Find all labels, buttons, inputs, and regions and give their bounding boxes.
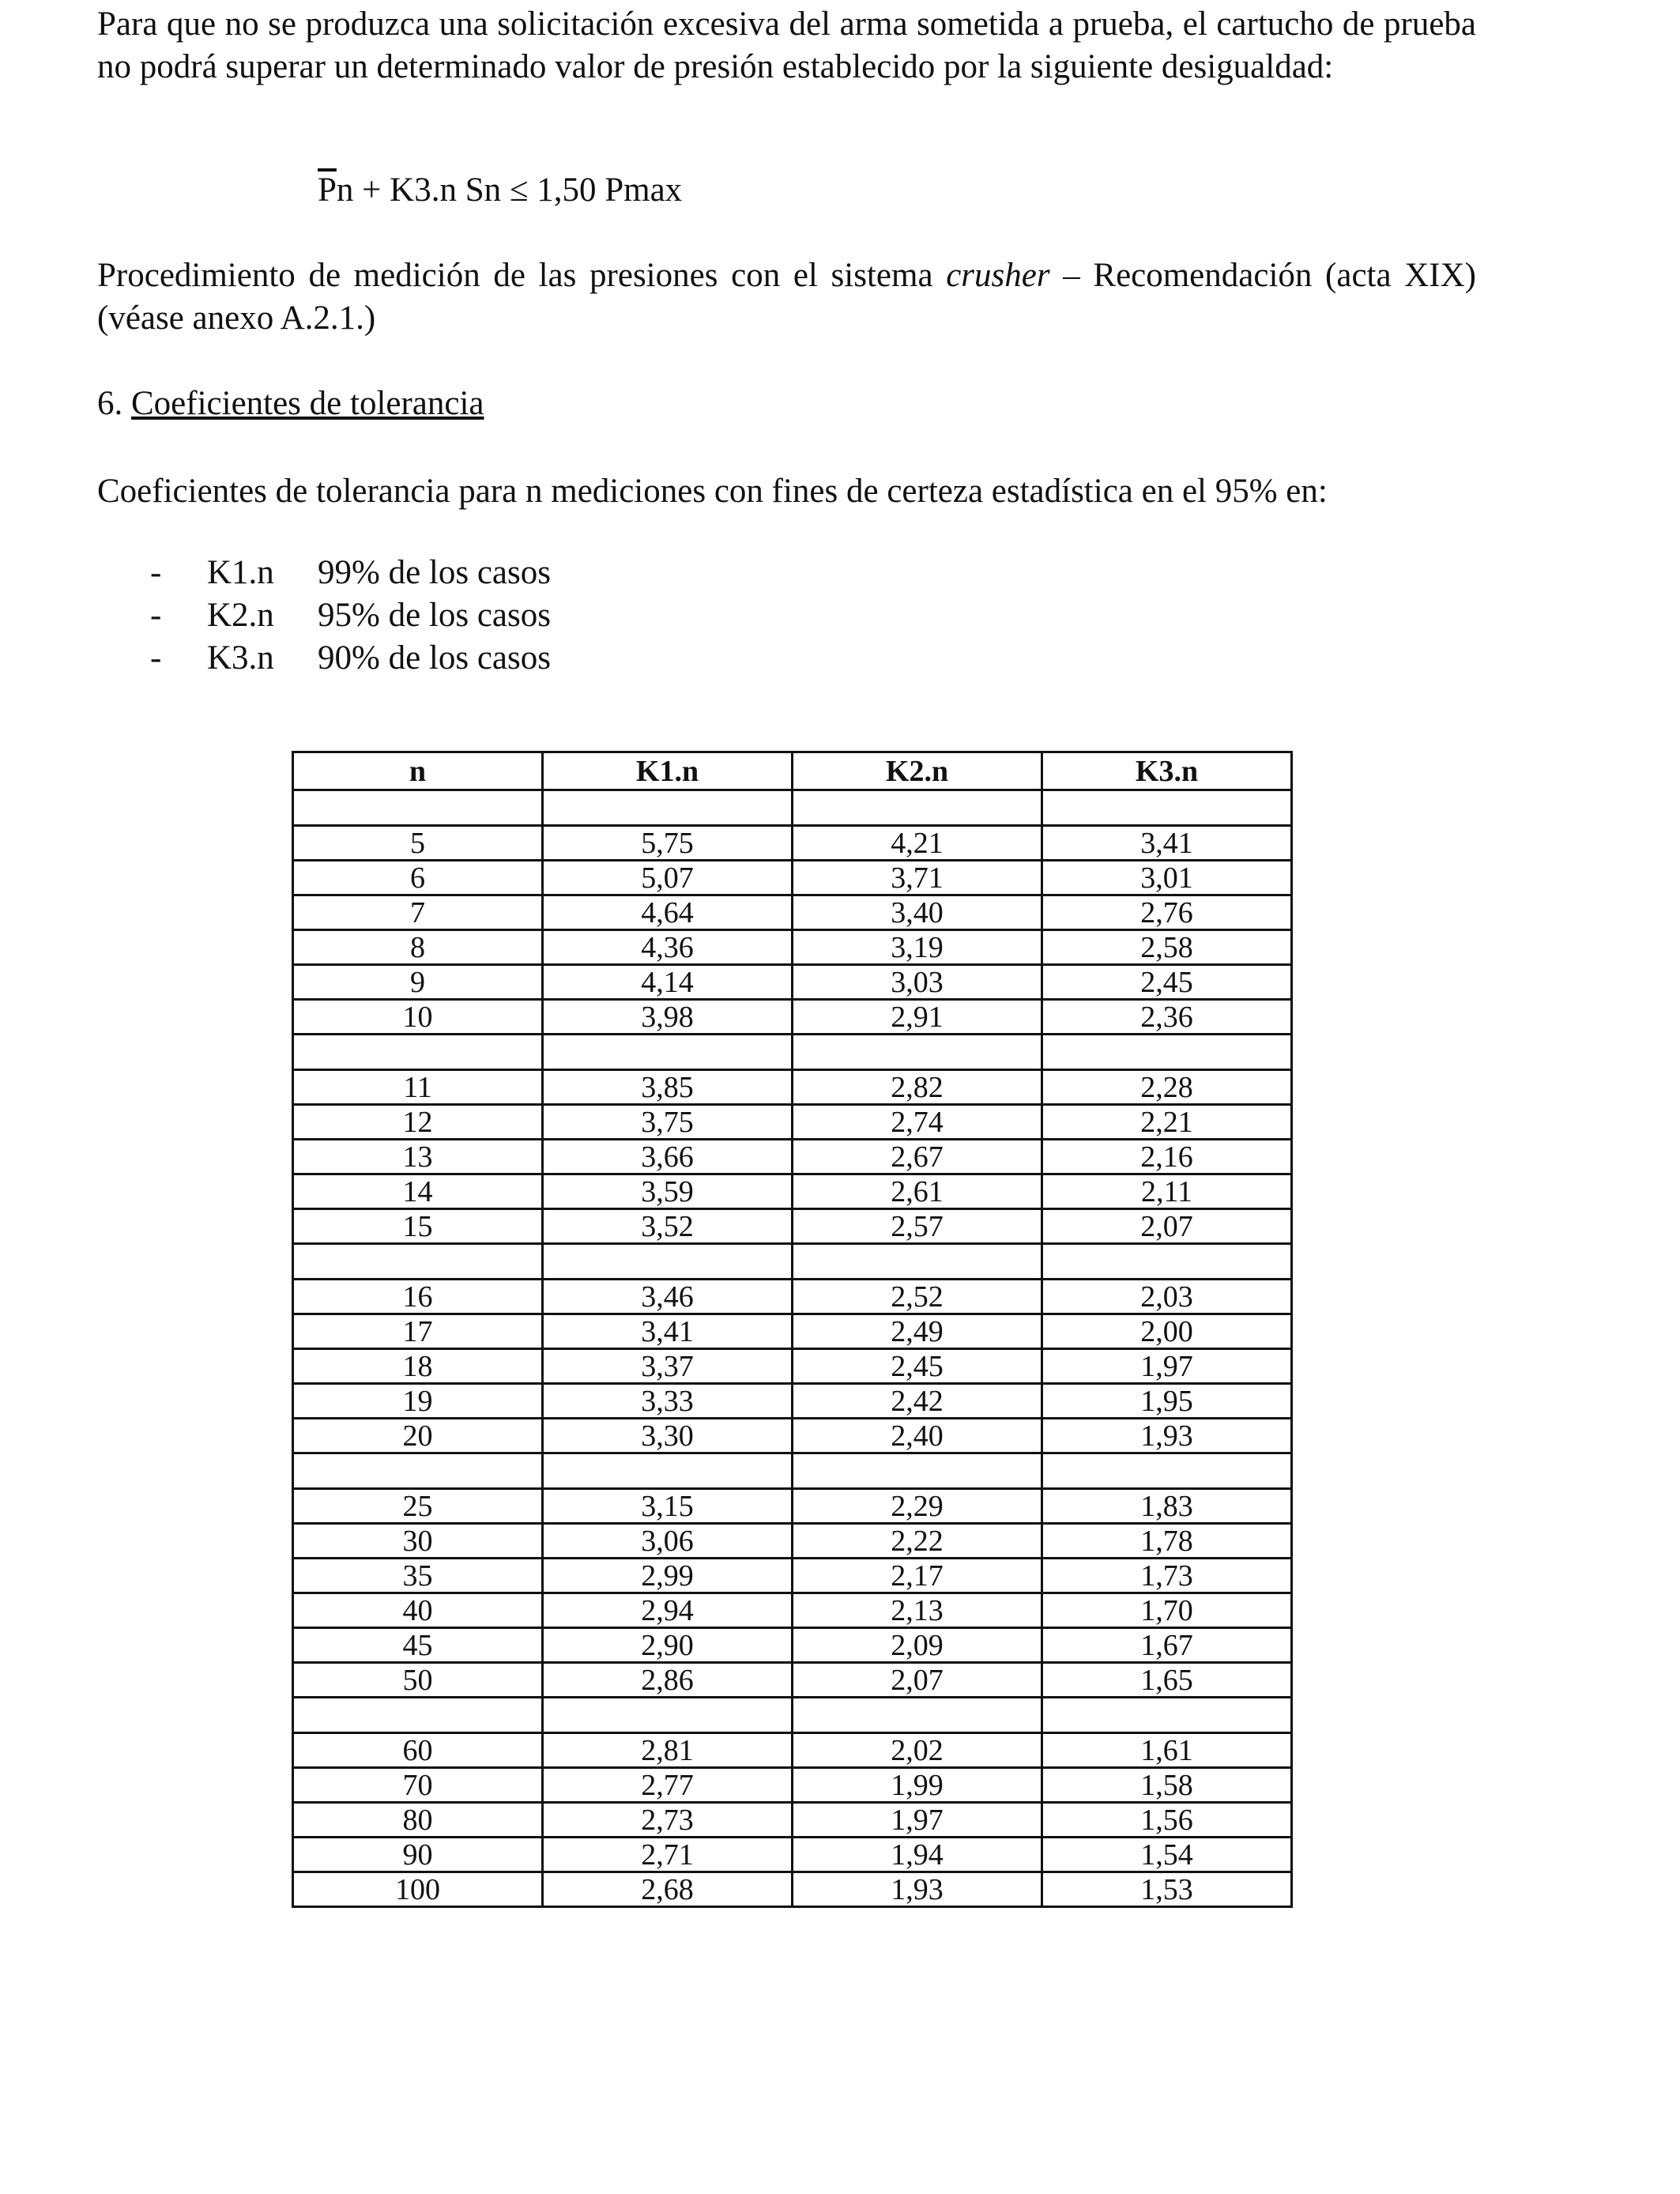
empty-cell (543, 1698, 793, 1733)
cell-n: 7 (293, 895, 543, 930)
header-n: n (293, 752, 543, 790)
table-row (293, 1419, 1292, 1453)
cell-k2n: 2,40 (793, 1419, 1042, 1453)
procedure-paragraph (97, 254, 1476, 340)
table-spacer-row (293, 1035, 1292, 1070)
table-row (293, 1663, 1292, 1698)
cell-k1n: 4,14 (543, 965, 793, 1000)
cell-n: 13 (293, 1140, 543, 1174)
cell-k2n: 3,03 (793, 965, 1042, 1000)
cell-k2n: 2,22 (793, 1524, 1042, 1559)
empty-cell (1042, 790, 1292, 826)
table-row (293, 826, 1292, 861)
cell-k3n: 2,21 (1042, 1105, 1292, 1140)
procedure-crusher-term: crusher (946, 257, 1050, 294)
cell-k2n: 2,45 (793, 1349, 1042, 1384)
list-dash: - (150, 639, 162, 677)
cell-k3n: 2,45 (1042, 965, 1292, 1000)
cell-k3n: 2,76 (1042, 895, 1292, 930)
table-row (293, 1872, 1292, 1907)
empty-cell (793, 1698, 1042, 1733)
coefficient-description: 95% de los casos (318, 597, 551, 634)
table-spacer-row (293, 1244, 1292, 1280)
cell-k3n: 3,01 (1042, 861, 1292, 895)
section-title: Coeficientes de tolerancia (131, 385, 484, 422)
cell-k3n: 2,16 (1042, 1140, 1292, 1174)
coefficient-code: K3.n (207, 639, 274, 677)
table-row (293, 1593, 1292, 1628)
cell-k3n: 1,53 (1042, 1872, 1292, 1907)
table-row (293, 1140, 1292, 1174)
table-row (293, 965, 1292, 1000)
cell-k2n: 3,19 (793, 930, 1042, 965)
cell-k3n: 1,58 (1042, 1768, 1292, 1803)
table-row (293, 1524, 1292, 1559)
cell-n: 11 (293, 1070, 543, 1105)
cell-k3n: 1,95 (1042, 1384, 1292, 1419)
cell-n: 17 (293, 1314, 543, 1349)
cell-k3n: 2,03 (1042, 1280, 1292, 1314)
formula-expression: n + K3.n Sn ≤ 1,50 Pmax (336, 172, 683, 209)
cell-n: 16 (293, 1280, 543, 1314)
header-k1n: K1.n (543, 752, 793, 790)
cell-k3n: 1,83 (1042, 1489, 1292, 1524)
cell-k3n: 1,65 (1042, 1663, 1292, 1698)
cell-k2n: 2,82 (793, 1070, 1042, 1105)
cell-k3n: 1,93 (1042, 1419, 1292, 1453)
table-row (293, 1174, 1292, 1209)
cell-n: 19 (293, 1384, 543, 1419)
cell-k3n: 2,07 (1042, 1209, 1292, 1244)
coefficient-code: K2.n (207, 597, 274, 634)
formula-mean-pressure-symbol: $\overline{P}$ (318, 172, 337, 209)
cell-k1n: 3,46 (543, 1280, 793, 1314)
cell-k1n: 3,15 (543, 1489, 793, 1524)
table-row (293, 1349, 1292, 1384)
table-row (293, 1105, 1292, 1140)
table-spacer-row (293, 1453, 1292, 1489)
empty-cell (293, 1453, 543, 1489)
empty-cell (543, 1244, 793, 1280)
empty-cell (793, 1035, 1042, 1070)
cell-k2n: 2,17 (793, 1559, 1042, 1593)
cell-n: 25 (293, 1489, 543, 1524)
empty-cell (543, 1035, 793, 1070)
header-k2n: K2.n (793, 752, 1042, 790)
cell-k2n: 2,02 (793, 1733, 1042, 1768)
cell-n: 50 (293, 1663, 543, 1698)
list-dash: - (150, 554, 162, 591)
table-row (293, 895, 1292, 930)
cell-n: 9 (293, 965, 543, 1000)
table-row (293, 1768, 1292, 1803)
table-row (293, 1000, 1292, 1035)
cell-k1n: 4,64 (543, 895, 793, 930)
cell-k1n: 3,85 (543, 1070, 793, 1105)
procedure-text-end: – Recomendación (acta XIX) (véase anexo A.2.1.) (97, 257, 1476, 337)
empty-cell (793, 790, 1042, 826)
table-row (293, 1733, 1292, 1768)
section-number: 6. (97, 385, 123, 422)
cell-k3n: 1,54 (1042, 1838, 1292, 1872)
cell-k3n: 1,78 (1042, 1524, 1292, 1559)
cell-k2n: 1,94 (793, 1838, 1042, 1872)
cell-k3n: 2,11 (1042, 1174, 1292, 1209)
empty-cell (1042, 1244, 1292, 1280)
cell-n: 45 (293, 1628, 543, 1663)
cell-k2n: 2,29 (793, 1489, 1042, 1524)
cell-k3n: 1,67 (1042, 1628, 1292, 1663)
cell-k1n: 2,99 (543, 1559, 793, 1593)
cell-k2n: 2,74 (793, 1105, 1042, 1140)
cell-k1n: 4,36 (543, 930, 793, 965)
cell-k2n: 2,09 (793, 1628, 1042, 1663)
cell-k1n: 2,90 (543, 1628, 793, 1663)
procedure-text-start: Procedimiento de medición de las presiones con el sistema (97, 257, 947, 294)
table-row (293, 861, 1292, 895)
empty-cell (1042, 1035, 1292, 1070)
empty-cell (543, 790, 793, 826)
table-body (293, 790, 1292, 1907)
cell-k3n: 1,70 (1042, 1593, 1292, 1628)
cell-k2n: 2,67 (793, 1140, 1042, 1174)
cell-k2n: 2,52 (793, 1280, 1042, 1314)
table-row (293, 1838, 1292, 1872)
cell-n: 20 (293, 1419, 543, 1453)
cell-k1n: 5,75 (543, 826, 793, 861)
cell-n: 90 (293, 1838, 543, 1872)
cell-k1n: 5,07 (543, 861, 793, 895)
coefficient-description: 90% de los casos (318, 639, 551, 677)
cell-k3n: 1,61 (1042, 1733, 1292, 1768)
cell-k1n: 3,98 (543, 1000, 793, 1035)
cell-k1n: 3,41 (543, 1314, 793, 1349)
cell-k1n: 3,59 (543, 1174, 793, 1209)
empty-cell (1042, 1453, 1292, 1489)
cell-k2n: 2,49 (793, 1314, 1042, 1349)
coefficient-code: K1.n (207, 554, 274, 591)
empty-cell (293, 790, 543, 826)
cell-k3n: 1,97 (1042, 1349, 1292, 1384)
empty-cell (543, 1453, 793, 1489)
cell-n: 18 (293, 1349, 543, 1384)
cell-n: 8 (293, 930, 543, 965)
coefficient-description: 99% de los casos (318, 554, 551, 591)
empty-cell (1042, 1698, 1292, 1733)
table-row (293, 1803, 1292, 1838)
cell-k1n: 2,81 (543, 1733, 793, 1768)
table-row (293, 1070, 1292, 1105)
intro-paragraph: Para que no se produzca una solicitación excesiva del arma sometida a prueba, el cartucho de prueba no podrá superar un determinado valor de presión establecido por la siguiente desigualdad: (97, 6, 1476, 85)
cell-k1n: 2,94 (543, 1593, 793, 1628)
empty-cell (293, 1244, 543, 1280)
cell-k1n: 3,52 (543, 1209, 793, 1244)
cell-k1n: 2,73 (543, 1803, 793, 1838)
cell-k1n: 3,06 (543, 1524, 793, 1559)
tolerance-coefficient-table (292, 751, 1293, 1908)
table-row (293, 1280, 1292, 1314)
cell-k1n: 3,75 (543, 1105, 793, 1140)
table-header-row (293, 752, 1292, 790)
cell-k3n: 1,73 (1042, 1559, 1292, 1593)
empty-cell (793, 1453, 1042, 1489)
cell-k1n: 2,86 (543, 1663, 793, 1698)
cell-k3n: 3,41 (1042, 826, 1292, 861)
cell-n: 40 (293, 1593, 543, 1628)
cell-n: 15 (293, 1209, 543, 1244)
cell-k2n: 2,57 (793, 1209, 1042, 1244)
cell-n: 60 (293, 1733, 543, 1768)
cell-k2n: 3,71 (793, 861, 1042, 895)
header-k3n: K3.n (1042, 752, 1292, 790)
cell-n: 5 (293, 826, 543, 861)
empty-cell (293, 1698, 543, 1733)
cell-k1n: 3,66 (543, 1140, 793, 1174)
cell-k1n: 2,71 (543, 1838, 793, 1872)
cell-n: 80 (293, 1803, 543, 1838)
cell-k2n: 4,21 (793, 826, 1042, 861)
table-row (293, 1314, 1292, 1349)
cell-n: 100 (293, 1872, 543, 1907)
cell-k2n: 2,91 (793, 1000, 1042, 1035)
cell-k2n: 1,97 (793, 1803, 1042, 1838)
table-spacer-row (293, 790, 1292, 826)
cell-n: 14 (293, 1174, 543, 1209)
cell-k1n: 2,68 (543, 1872, 793, 1907)
cell-k3n: 2,36 (1042, 1000, 1292, 1035)
cell-k2n: 1,93 (793, 1872, 1042, 1907)
cell-n: 35 (293, 1559, 543, 1593)
cell-k2n: 3,40 (793, 895, 1042, 930)
cell-k1n: 3,30 (543, 1419, 793, 1453)
empty-cell (293, 1035, 543, 1070)
table-spacer-row (293, 1698, 1292, 1733)
cell-k1n: 3,37 (543, 1349, 793, 1384)
table-row (293, 1489, 1292, 1524)
list-dash: - (150, 597, 162, 634)
tolerance-intro-paragraph: Coeficientes de tolerancia para n mediciones con fines de certeza estadística en el 95% en: (97, 473, 1328, 510)
cell-k3n: 2,28 (1042, 1070, 1292, 1105)
cell-k2n: 2,61 (793, 1174, 1042, 1209)
cell-n: 30 (293, 1524, 543, 1559)
cell-k2n: 2,42 (793, 1384, 1042, 1419)
table-row (293, 1559, 1292, 1593)
pressure-inequality-formula (318, 169, 682, 212)
empty-cell (793, 1244, 1042, 1280)
cell-k3n: 2,58 (1042, 930, 1292, 965)
table-row (293, 930, 1292, 965)
table-row (293, 1384, 1292, 1419)
cell-k3n: 2,00 (1042, 1314, 1292, 1349)
cell-k1n: 2,77 (543, 1768, 793, 1803)
cell-n: 6 (293, 861, 543, 895)
cell-n: 12 (293, 1105, 543, 1140)
cell-n: 10 (293, 1000, 543, 1035)
cell-k2n: 2,07 (793, 1663, 1042, 1698)
cell-k2n: 1,99 (793, 1768, 1042, 1803)
cell-k2n: 2,13 (793, 1593, 1042, 1628)
table-row (293, 1628, 1292, 1663)
cell-k3n: 1,56 (1042, 1803, 1292, 1838)
cell-n: 70 (293, 1768, 543, 1803)
table-row (293, 1209, 1292, 1244)
cell-k1n: 3,33 (543, 1384, 793, 1419)
section-heading (97, 383, 484, 425)
